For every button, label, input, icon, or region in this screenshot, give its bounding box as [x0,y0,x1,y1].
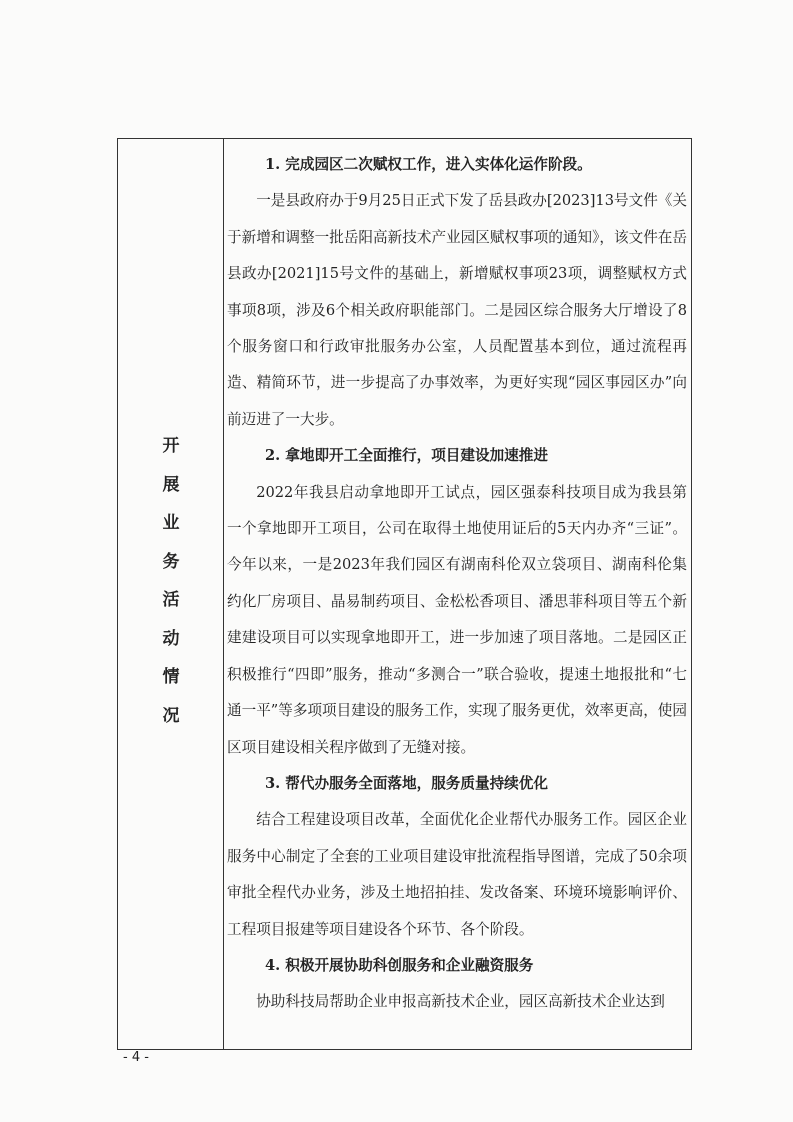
side-label-char: 活 [162,590,180,610]
side-label-char: 业 [162,513,180,533]
section-heading: 3. 帮代办服务全面落地，服务质量持续优化 [264,774,548,792]
label-column [118,139,224,1049]
side-label-char: 情 [162,667,180,687]
body-paragraph: 2022年我县启动拿地即开工试点，园区强泰科技项目成为我县第一个拿地即开工项目，公司在取得土地使用证后的5天内办齐“三证”。今年以来，一是2023年我们园区有湖南科伦双立袋项目、湖南科伦集约化厂房项目、晶易制药项目、金松松香项目、潘思菲科项目等五个新建建设项目可以实现拿地即开工，进一步加速了项目落地。二是园区正积极推行“四即”服务，推动“多测合一”联合验收，提速土地报批和“七通一平”等多项项目建设的服务工作，实现了服务更优，效率更高，使园区项目建设相关程序做到了无缝对接。 [227,483,687,756]
side-label-char: 动 [162,628,180,649]
body-paragraph: 结合工程建设项目改革，全面优化企业帮代办服务工作。园区企业服务中心制定了全套的工业项目建设审批流程指导图谱，完成了50余项审批全程代办业务，涉及土地招拍挂、发改备案、环境环境影响评价、工程项目报建等项目建设各个环节、各个阶段。 [227,811,687,938]
body-paragraph: 一是县政府办于9月25日正式下发了岳县政办[2023]13号文件《关于新增和调整一批岳阳高新技术产业园区赋权事项的通知》，该文件在岳县政办[2021]15号文件的基础上，新增赋权事项23项，调整赋权方式事项8项，涉及6个相关政府职能部门。二是园区综合服务大厅增设了8个服务窗口和行政审批服务办公室，人员配置基本到位，通过流程再造、精简环节，进一步提高了办事效率，为更好实现“园区事园区办”向前迈进了一大步。 [227,192,687,428]
side-label-char: 务 [162,551,180,572]
section-heading: 2. 拿地即开工全面推行，项目建设加速推进 [264,447,548,465]
form-table [117,138,692,1050]
section-heading: 1. 完成园区二次赋权工作，进入实体化运作阶段。 [264,156,592,173]
side-label-char: 开 [162,436,180,456]
side-label-char: 况 [162,705,180,726]
page-number: - 4 - [123,1050,149,1065]
side-label-char: 展 [162,474,180,495]
content-cell [227,147,687,1021]
body-paragraph: 协助科技局帮助企业申报高新技术企业，园区高新技术企业达到 [256,993,665,1011]
side-label [118,427,224,735]
section-heading: 4. 积极开展协助科创服务和企业融资服务 [264,956,534,974]
